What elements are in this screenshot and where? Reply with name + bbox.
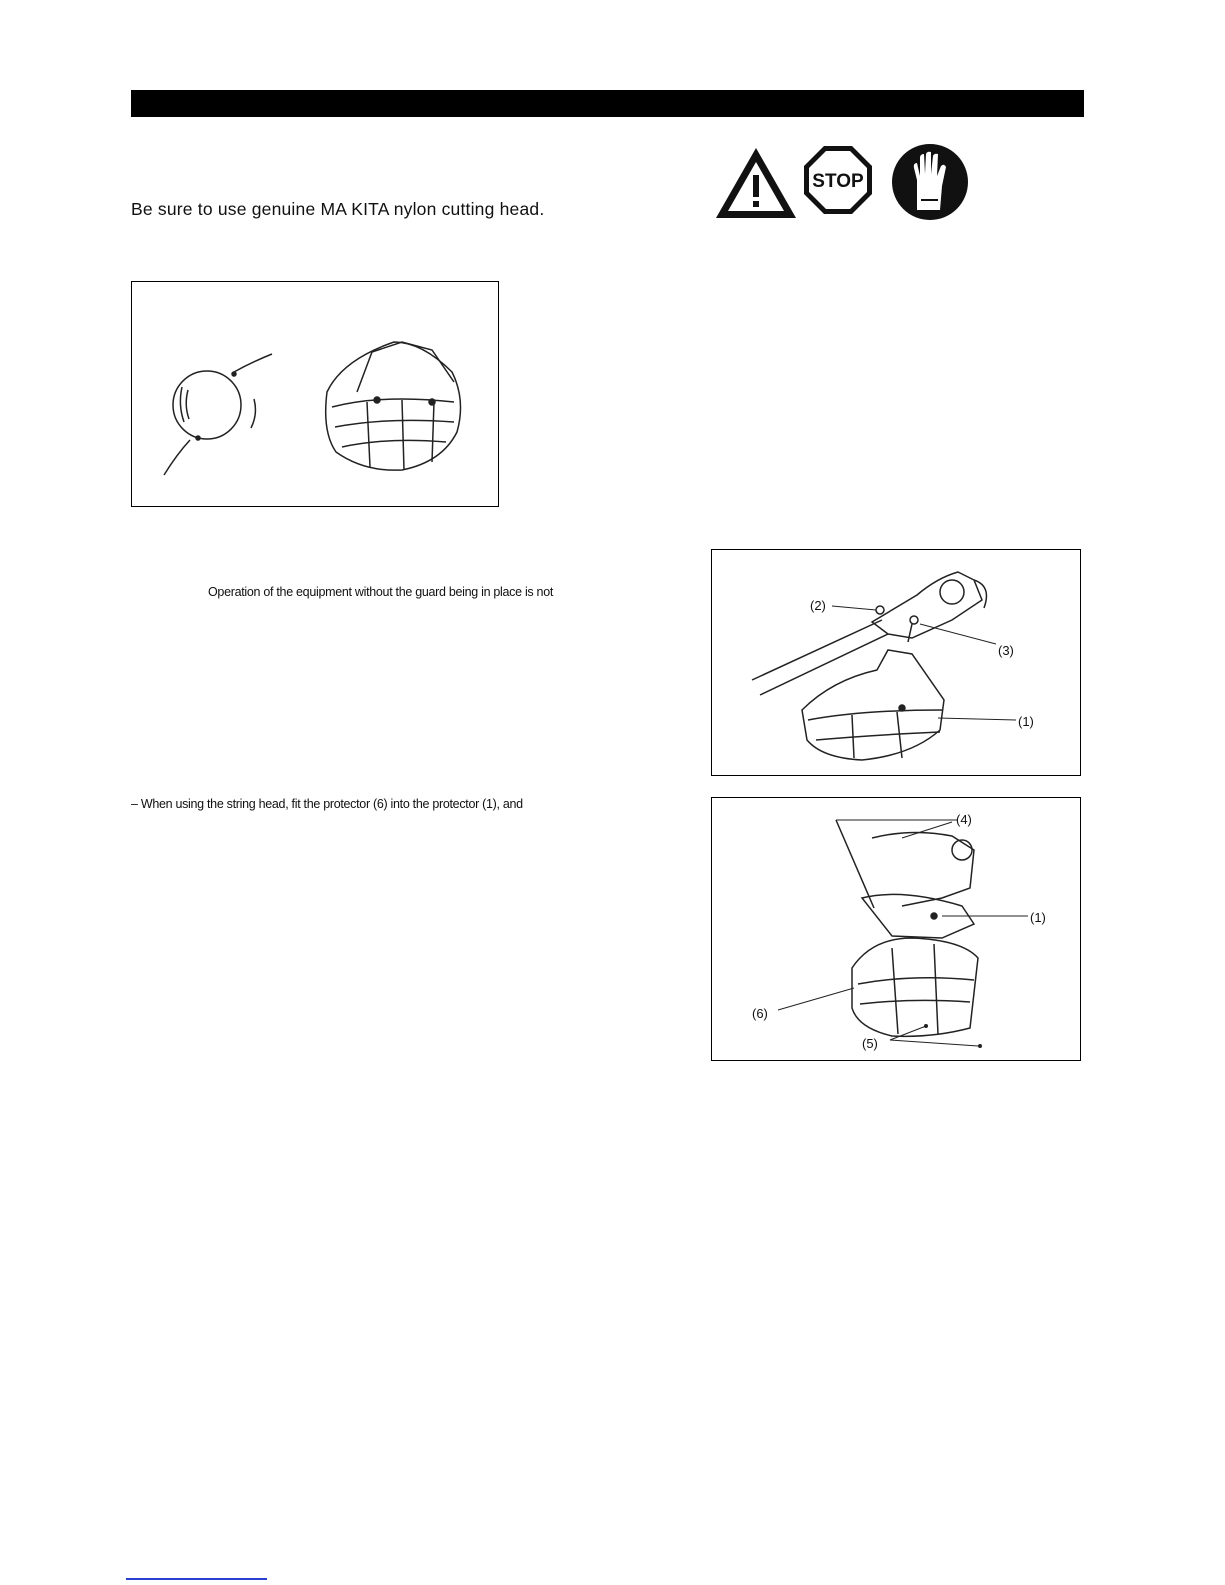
stop-sign-label: STOP bbox=[812, 171, 864, 192]
callout-4: (4) bbox=[956, 812, 972, 827]
callout-1: (1) bbox=[1018, 714, 1034, 729]
shaft-drawing bbox=[752, 572, 986, 695]
callout-5: (5) bbox=[862, 1036, 878, 1051]
footer-link-underline[interactable] bbox=[126, 1578, 267, 1580]
warning-triangle-icon bbox=[716, 148, 796, 218]
glove-icon bbox=[892, 144, 968, 220]
string-head-step-text: – When using the string head, fit the protector (6) into the protector (1), and bbox=[131, 797, 523, 811]
callout-3: (3) bbox=[998, 643, 1014, 658]
intro-text: Be sure to use genuine MA KITA nylon cutting head. bbox=[131, 199, 545, 219]
callout-2: (2) bbox=[810, 598, 826, 613]
guard-warning-text: Operation of the equipment without the guard being in place is not bbox=[208, 585, 554, 599]
guard-drawing bbox=[802, 650, 944, 760]
warning-icons bbox=[712, 142, 972, 222]
section-header-bar bbox=[131, 90, 1084, 117]
stop-sign-icon bbox=[804, 146, 872, 214]
callout-6: (6) bbox=[752, 1006, 768, 1021]
figure-nylon-head-and-protector bbox=[131, 281, 499, 507]
figure-protector-fitting bbox=[711, 797, 1081, 1061]
callout-1: (1) bbox=[1030, 910, 1046, 925]
protector-drawing bbox=[326, 342, 461, 470]
nylon-cutting-head-drawing bbox=[164, 354, 272, 475]
upper-assembly-drawing bbox=[836, 820, 974, 938]
figure-guard-mounting bbox=[711, 549, 1081, 776]
lower-protector-drawing bbox=[852, 938, 978, 1036]
